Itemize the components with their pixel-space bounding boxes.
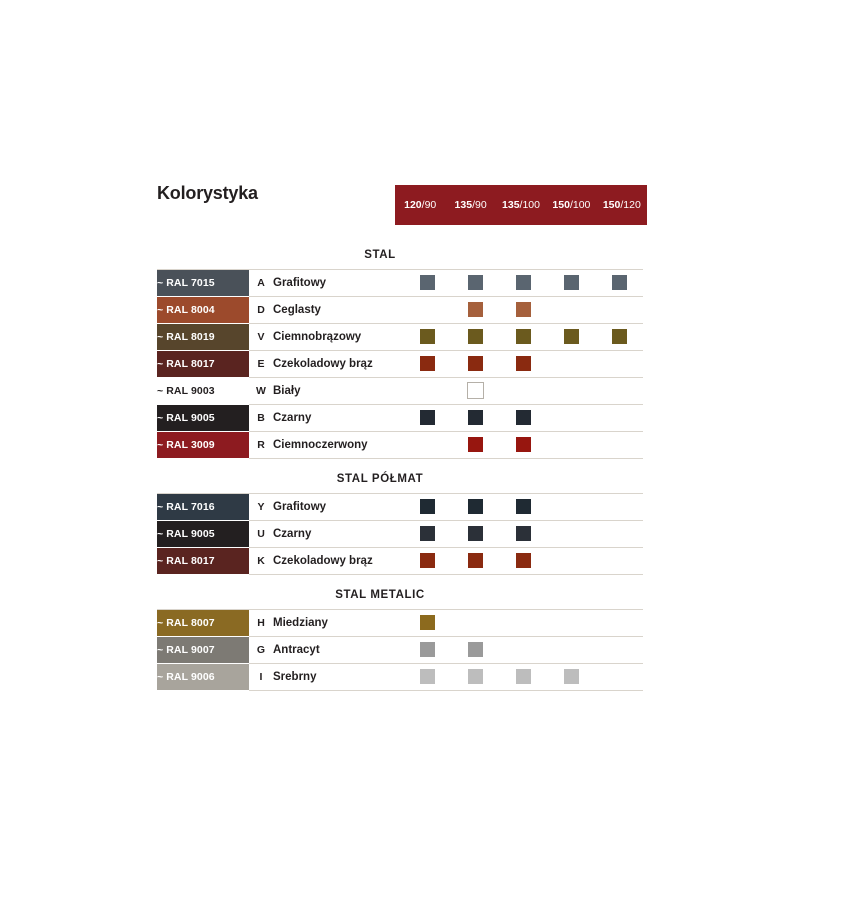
ral-code-cell: ~ RAL 9003 — [157, 378, 249, 405]
table-row[interactable] — [157, 610, 643, 637]
size-column-header — [496, 199, 546, 211]
ral-code-cell: ~ RAL 7015 — [157, 270, 249, 297]
colour-letter-code: U — [249, 521, 273, 548]
size-sub: 90 — [424, 199, 437, 211]
colour-name: Grafitowy — [273, 494, 403, 521]
colour-swatch-absent — [564, 356, 579, 371]
swatch-cell — [547, 405, 595, 432]
colour-swatch — [468, 329, 483, 344]
swatch-cell — [547, 521, 595, 548]
swatch-cell — [547, 378, 595, 405]
colour-swatch — [516, 437, 531, 452]
swatch-cell — [403, 610, 451, 637]
ral-code-cell: ~ RAL 8007 — [157, 610, 249, 637]
swatch-cell — [499, 432, 547, 459]
colour-name: Czekoladowy brąz — [273, 351, 403, 378]
colour-swatch-absent — [420, 437, 435, 452]
size-main: 135 — [502, 199, 520, 211]
colour-swatch — [420, 410, 435, 425]
size-separator: / — [569, 199, 573, 211]
colour-swatch — [468, 669, 483, 684]
colour-letter-code: H — [249, 610, 273, 637]
swatch-cell — [547, 297, 595, 324]
table-row[interactable] — [157, 378, 643, 405]
colour-swatch — [516, 553, 531, 568]
colour-swatch-absent — [564, 383, 579, 398]
swatch-cell — [403, 548, 451, 575]
colour-swatch-absent — [564, 302, 579, 317]
colour-swatch — [467, 382, 484, 399]
swatch-cell — [451, 432, 499, 459]
swatch-cell — [595, 664, 643, 691]
swatch-cell — [547, 494, 595, 521]
colour-swatch — [420, 275, 435, 290]
colour-letter-code: G — [249, 637, 273, 664]
colour-swatch-absent — [564, 437, 579, 452]
swatch-cell — [499, 521, 547, 548]
swatch-cell — [451, 521, 499, 548]
swatch-cell — [451, 637, 499, 664]
group-title: STAL — [364, 249, 396, 261]
table-row[interactable] — [157, 494, 643, 521]
colour-name: Biały — [273, 378, 403, 405]
colour-swatch — [516, 329, 531, 344]
colour-swatch — [564, 669, 579, 684]
swatch-cell — [499, 324, 547, 351]
swatch-cell — [403, 297, 451, 324]
colour-name: Ciemnoczerwony — [273, 432, 403, 459]
colour-swatch-absent — [516, 615, 531, 630]
colour-swatch-absent — [420, 383, 435, 398]
swatch-cell — [595, 405, 643, 432]
colour-letter-code: W — [249, 378, 273, 405]
colour-name: Ceglasty — [273, 297, 403, 324]
swatch-cell — [547, 351, 595, 378]
swatch-cell — [451, 610, 499, 637]
colour-swatch-absent — [564, 526, 579, 541]
colour-name: Grafitowy — [273, 270, 403, 297]
size-separator: / — [472, 199, 475, 211]
colour-swatch — [612, 275, 627, 290]
swatch-cell — [451, 297, 499, 324]
size-column-header — [546, 199, 596, 211]
colour-swatch — [468, 526, 483, 541]
colour-name: Czarny — [273, 405, 403, 432]
swatch-cell — [595, 610, 643, 637]
colour-letter-code: E — [249, 351, 273, 378]
table-row[interactable] — [157, 324, 643, 351]
size-separator: / — [421, 199, 425, 211]
colour-swatch-absent — [612, 499, 627, 514]
swatch-cell — [547, 270, 595, 297]
swatch-cell — [403, 270, 451, 297]
ral-code-cell: ~ RAL 8004 — [157, 297, 249, 324]
colour-swatch — [516, 499, 531, 514]
colour-swatch — [420, 329, 435, 344]
swatch-cell — [451, 270, 499, 297]
colour-swatch-absent — [612, 526, 627, 541]
colour-swatch-absent — [612, 302, 627, 317]
size-sub: 90 — [474, 199, 487, 211]
size-sub: 100 — [522, 199, 540, 211]
colour-swatch — [516, 410, 531, 425]
ral-code-cell: ~ RAL 8017 — [157, 351, 249, 378]
colour-swatch — [468, 437, 483, 452]
colour-swatch — [468, 302, 483, 317]
table-row[interactable] — [157, 521, 643, 548]
swatch-cell — [451, 351, 499, 378]
table-row[interactable] — [157, 664, 643, 691]
swatch-cell — [403, 405, 451, 432]
swatch-cell — [547, 637, 595, 664]
colour-swatch-absent — [564, 410, 579, 425]
swatch-cell — [499, 548, 547, 575]
size-separator: / — [620, 199, 624, 211]
swatch-cell — [499, 378, 547, 405]
colour-letter-code: V — [249, 324, 273, 351]
page-title: Kolorystyka — [157, 183, 258, 203]
ral-code-cell: ~ RAL 8017 — [157, 548, 249, 575]
swatch-cell — [451, 494, 499, 521]
colour-swatch — [420, 669, 435, 684]
colour-letter-code: K — [249, 548, 273, 575]
swatch-cell — [547, 324, 595, 351]
group-title: STAL PÓŁMAT — [336, 473, 424, 485]
group-title: STAL METALIC — [335, 589, 425, 601]
swatch-cell — [499, 610, 547, 637]
colour-swatch-absent — [564, 553, 579, 568]
colour-swatch-absent — [516, 642, 531, 657]
size-separator: / — [519, 199, 523, 211]
colour-swatch-absent — [612, 615, 627, 630]
colour-swatch — [564, 275, 579, 290]
colour-swatch — [468, 275, 483, 290]
table-row[interactable] — [157, 297, 643, 324]
ral-code-cell: ~ RAL 3009 — [157, 432, 249, 459]
table-row[interactable] — [157, 270, 643, 297]
colour-letter-code: D — [249, 297, 273, 324]
swatch-cell — [451, 548, 499, 575]
table-row[interactable] — [157, 351, 643, 378]
swatch-cell — [595, 297, 643, 324]
swatch-cell — [499, 664, 547, 691]
colour-swatch-absent — [612, 437, 627, 452]
colour-name: Srebrny — [273, 664, 403, 691]
colour-letter-code: R — [249, 432, 273, 459]
colour-swatch — [564, 329, 579, 344]
colour-swatch — [420, 615, 435, 630]
table-row[interactable] — [157, 432, 643, 459]
colour-swatch-absent — [612, 553, 627, 568]
size-header-bar — [395, 185, 647, 225]
swatch-cell — [403, 324, 451, 351]
size-sub: 120 — [623, 199, 641, 211]
colour-swatch-absent — [420, 302, 435, 317]
ral-code-cell: ~ RAL 8019 — [157, 324, 249, 351]
swatch-cell — [499, 270, 547, 297]
swatch-cell — [595, 521, 643, 548]
table-row[interactable] — [157, 637, 643, 664]
colour-name: Antracyt — [273, 637, 403, 664]
swatch-cell — [595, 548, 643, 575]
chart-header — [157, 175, 647, 235]
colour-groups — [157, 235, 647, 691]
swatch-cell — [451, 664, 499, 691]
swatch-cell — [547, 664, 595, 691]
colour-table — [157, 609, 643, 691]
colour-swatch — [516, 275, 531, 290]
swatch-cell — [595, 378, 643, 405]
swatch-cell — [403, 378, 451, 405]
colour-swatch — [420, 526, 435, 541]
colour-swatch-absent — [612, 642, 627, 657]
ral-code-cell: ~ RAL 9006 — [157, 664, 249, 691]
colour-letter-code: Y — [249, 494, 273, 521]
colour-swatch-absent — [468, 615, 483, 630]
colour-swatch-absent — [612, 383, 627, 398]
swatch-cell — [595, 637, 643, 664]
size-column-header — [445, 199, 495, 211]
colour-swatch-absent — [564, 615, 579, 630]
colour-swatch-absent — [516, 383, 531, 398]
swatch-cell — [499, 297, 547, 324]
colour-swatch — [516, 526, 531, 541]
colour-name: Miedziany — [273, 610, 403, 637]
swatch-cell — [499, 637, 547, 664]
colour-table — [157, 493, 643, 575]
colour-chart — [157, 175, 647, 691]
colour-letter-code: B — [249, 405, 273, 432]
swatch-cell — [403, 664, 451, 691]
swatch-cell — [595, 270, 643, 297]
swatch-cell — [451, 405, 499, 432]
colour-name: Ciemnobrązowy — [273, 324, 403, 351]
ral-code-cell: ~ RAL 7016 — [157, 494, 249, 521]
colour-swatch — [420, 642, 435, 657]
table-row[interactable] — [157, 405, 643, 432]
swatch-cell — [451, 378, 499, 405]
swatch-cell — [595, 432, 643, 459]
colour-swatch-absent — [564, 642, 579, 657]
swatch-cell — [547, 548, 595, 575]
swatch-cell — [499, 351, 547, 378]
colour-name: Czarny — [273, 521, 403, 548]
swatch-cell — [547, 432, 595, 459]
colour-swatch — [612, 329, 627, 344]
swatch-cell — [403, 637, 451, 664]
size-main: 120 — [404, 199, 422, 211]
swatch-cell — [403, 351, 451, 378]
colour-table — [157, 269, 643, 459]
colour-swatch — [420, 553, 435, 568]
colour-swatch — [468, 410, 483, 425]
ral-code-cell: ~ RAL 9005 — [157, 405, 249, 432]
size-column-header — [597, 199, 647, 211]
swatch-cell — [595, 494, 643, 521]
ral-code-cell: ~ RAL 9007 — [157, 637, 249, 664]
size-main: 150 — [552, 199, 570, 211]
swatch-cell — [499, 494, 547, 521]
colour-letter-code: I — [249, 664, 273, 691]
colour-swatch-absent — [612, 356, 627, 371]
swatch-cell — [403, 432, 451, 459]
size-main: 135 — [454, 199, 473, 211]
table-row[interactable] — [157, 548, 643, 575]
colour-swatch-absent — [612, 410, 627, 425]
ral-code-cell: ~ RAL 9005 — [157, 521, 249, 548]
size-sub: 100 — [572, 199, 591, 211]
colour-swatch-absent — [612, 669, 627, 684]
swatch-cell — [403, 521, 451, 548]
colour-swatch — [468, 553, 483, 568]
colour-swatch — [516, 356, 531, 371]
size-main: 150 — [602, 199, 621, 211]
colour-swatch — [420, 499, 435, 514]
swatch-cell — [403, 494, 451, 521]
swatch-cell — [451, 324, 499, 351]
colour-swatch — [516, 302, 531, 317]
colour-swatch — [468, 356, 483, 371]
colour-swatch — [468, 499, 483, 514]
colour-name: Czekoladowy brąz — [273, 548, 403, 575]
colour-swatch — [516, 669, 531, 684]
swatch-cell — [547, 610, 595, 637]
swatch-cell — [595, 324, 643, 351]
swatch-cell — [499, 405, 547, 432]
swatch-cell — [595, 351, 643, 378]
colour-swatch — [420, 356, 435, 371]
size-column-header — [395, 199, 445, 211]
colour-letter-code: A — [249, 270, 273, 297]
colour-swatch — [468, 642, 483, 657]
colour-swatch-absent — [564, 499, 579, 514]
